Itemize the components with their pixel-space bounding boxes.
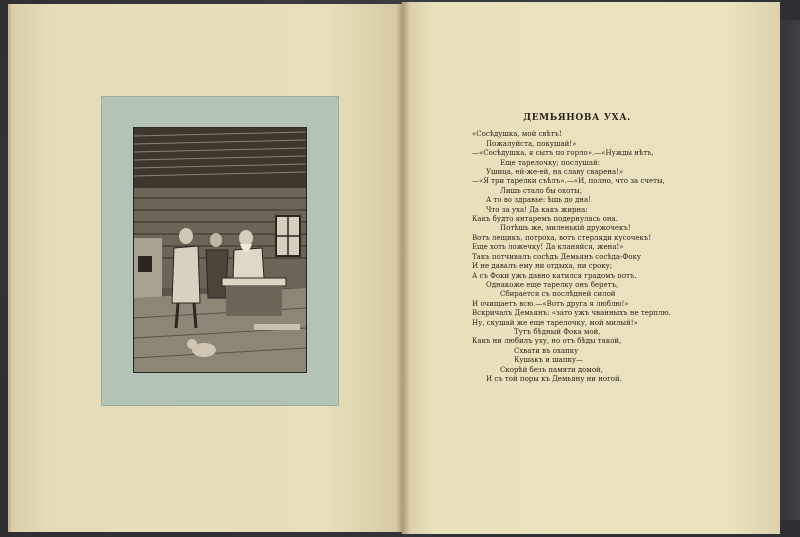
poem-line: Тутъ бѣдный Фока мой, <box>514 327 601 336</box>
poem-line: Скорѣй безъ памяти домой, <box>500 365 603 374</box>
poem-line: И не давалъ ему ни отдыха, ни сроку; <box>472 262 613 271</box>
poem-line: Пожалуйста, покушай!» <box>486 139 577 148</box>
poem-line: И съ той поры къ Демьяну ни ногой. <box>486 374 622 383</box>
poem-line: Ну, скушай же еще тарелочку, мой милый!» <box>472 318 638 327</box>
poem-line: —«Я три тарелки съѣлъ».—«И, полно, что за счеты, <box>472 177 665 186</box>
poem-line: Еще хоть ложечку! Да кланяйся, жена!» <box>472 243 624 252</box>
poem-line: Такъ потчивалъ сосѣдъ Демьянъ сосѣда-Фоку <box>472 252 641 261</box>
poem-line: Сбирается съ послѣдней силой <box>500 290 616 299</box>
poem-line: А съ Фоки ужъ давно катился градомъ потъ. <box>472 271 637 280</box>
poem-text-block <box>472 114 682 384</box>
poem-line: Потѣшь же, миленькій дружочекъ! <box>500 224 631 233</box>
poem-line: И очищаетъ всю.—«Вотъ друга я люблю!» <box>472 299 629 308</box>
poem-line: Что за уха! Да какъ жирна: <box>486 205 588 214</box>
poem-line: Какъ будто янтаремъ подернулась она. <box>472 215 618 224</box>
poem-line: Кушакъ и шапку— <box>514 356 584 365</box>
poem-line: —«Сосѣдушка, я сытъ по горло».—«Нужды нѣтъ, <box>472 149 654 158</box>
poem-line: Схвати въ охапку <box>514 346 579 355</box>
poem-line: А то во здравье: ѣшь до дна! <box>486 196 591 205</box>
poem-line: Какъ ни любилъ уху, но отъ бѣды такой, <box>472 337 622 346</box>
poem-line: Вотъ лещикъ, потроха, вотъ стерляди кусочекъ! <box>472 233 652 242</box>
poem-line: Еще тарелочку; послушай: <box>500 158 601 167</box>
poem-line: «Сосѣдушка, мой свѣтъ! <box>472 130 562 139</box>
poem-title: ДЕМЬЯНОВА УХА. <box>523 113 631 123</box>
poem-line: Ушица, ей-же-ей, на славу сварена!» <box>486 168 624 177</box>
poem-line: Лишь стало бы охоты, <box>500 186 582 195</box>
engraving-image <box>134 128 306 372</box>
poem-line: Вскричалъ Демьянъ: «зато ужъ чванныхъ не терплю. <box>472 309 671 318</box>
poem-lines <box>472 130 682 384</box>
illustration-engraving <box>133 127 307 373</box>
poem-line: Однакоже еще тарелку онъ беретъ, <box>486 280 619 289</box>
book-gutter <box>396 2 410 534</box>
